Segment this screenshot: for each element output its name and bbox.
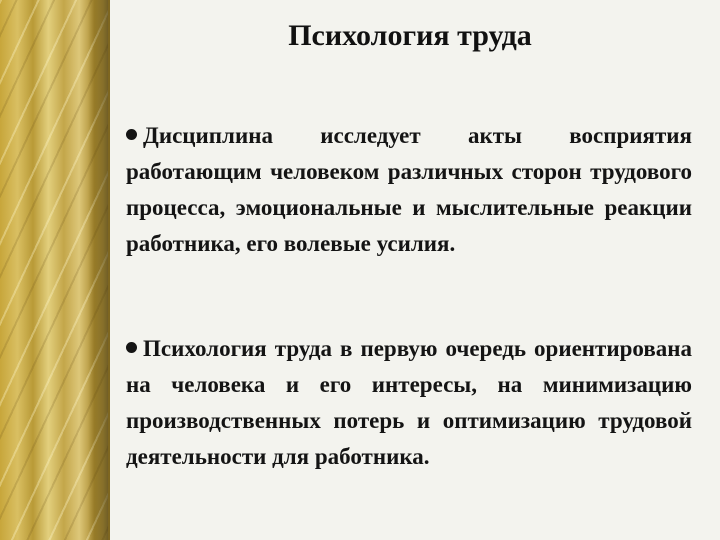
- bullet-text-2: Психология труда в первую очередь ориентирована на человека и его интересы, на минимизацию производственных потерь и оптимизацию трудовой деятельности для работника.: [126, 336, 692, 469]
- bullet-dot-icon: [126, 342, 137, 353]
- bullet-paragraph-1: [126, 118, 692, 262]
- slide-title: Психология труда: [288, 19, 532, 52]
- bullet-dot-icon: [126, 129, 137, 140]
- bullet-text-1: Дисциплина исследует акты восприятия работающим человеком различных сторон трудового процесса, эмоциональные и мыслительные реакции работника, его волевые усилия.: [126, 123, 692, 256]
- band-divider: [108, 0, 110, 540]
- band-shadow: [88, 0, 110, 540]
- bullet-paragraph-2: [126, 331, 692, 475]
